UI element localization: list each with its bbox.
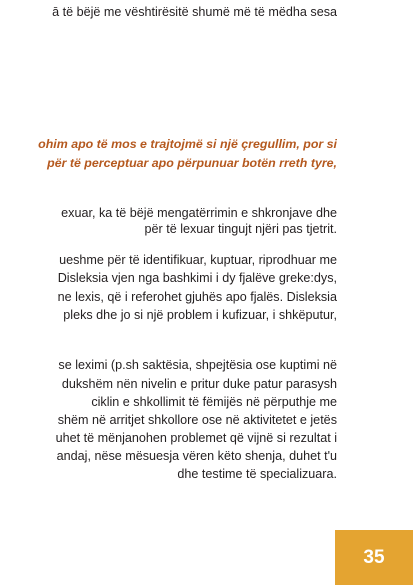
body-text-line: Disleksia vjen nga bashkimi i dy fjalëve greke:dys, xyxy=(57,271,337,285)
body-text-line: se leximi (p.sh saktësia, shpejtësia ose kuptimi në xyxy=(58,358,337,372)
body-text-line: ciklin e shkollimit të fëmijës në përputhje me xyxy=(91,395,337,409)
highlighted-quote-line: ohim apo të mos e trajtojmë si një çregullim, por si xyxy=(38,137,337,151)
body-text-line: dukshëm nën nivelin e pritur duke patur parasysh xyxy=(61,377,337,391)
body-text-line: për të lexuar tingujt njëri pas tjetrit. xyxy=(144,222,337,236)
body-text-line: andaj, nëse mësuesja vëren këto shenja, duhet t'u xyxy=(56,449,337,463)
page-number: 35 xyxy=(363,546,385,568)
body-text-line: shëm në arritjet shkollore ose në aktivitetet e jetës xyxy=(57,413,337,427)
body-text-line: uhet të mënjanohen problemet që vijnë si rezultat i xyxy=(55,431,337,445)
body-text-line: ne lexis, që i referohet gjuhës apo fjalës. Disleksia xyxy=(57,290,337,304)
body-text-line: exuar, ka të bëjë mengatërrimin e shkronjave dhe xyxy=(61,206,337,220)
body-text-line: ā të bëjë me vështirësitë shumë më të mëdha sesa xyxy=(52,5,337,19)
body-text-line: dhe testime të specializuara. xyxy=(177,467,337,481)
body-text-line: ueshme për të identifikuar, kuptuar, riprodhuar me xyxy=(59,253,337,267)
body-text-line: pleks dhe jo si një problem i kufizuar, i shkëputur, xyxy=(63,308,337,322)
highlighted-quote-line: për të perceptuar apo përpunuar botën rreth tyre, xyxy=(47,156,337,170)
page-number-tab xyxy=(335,530,413,585)
